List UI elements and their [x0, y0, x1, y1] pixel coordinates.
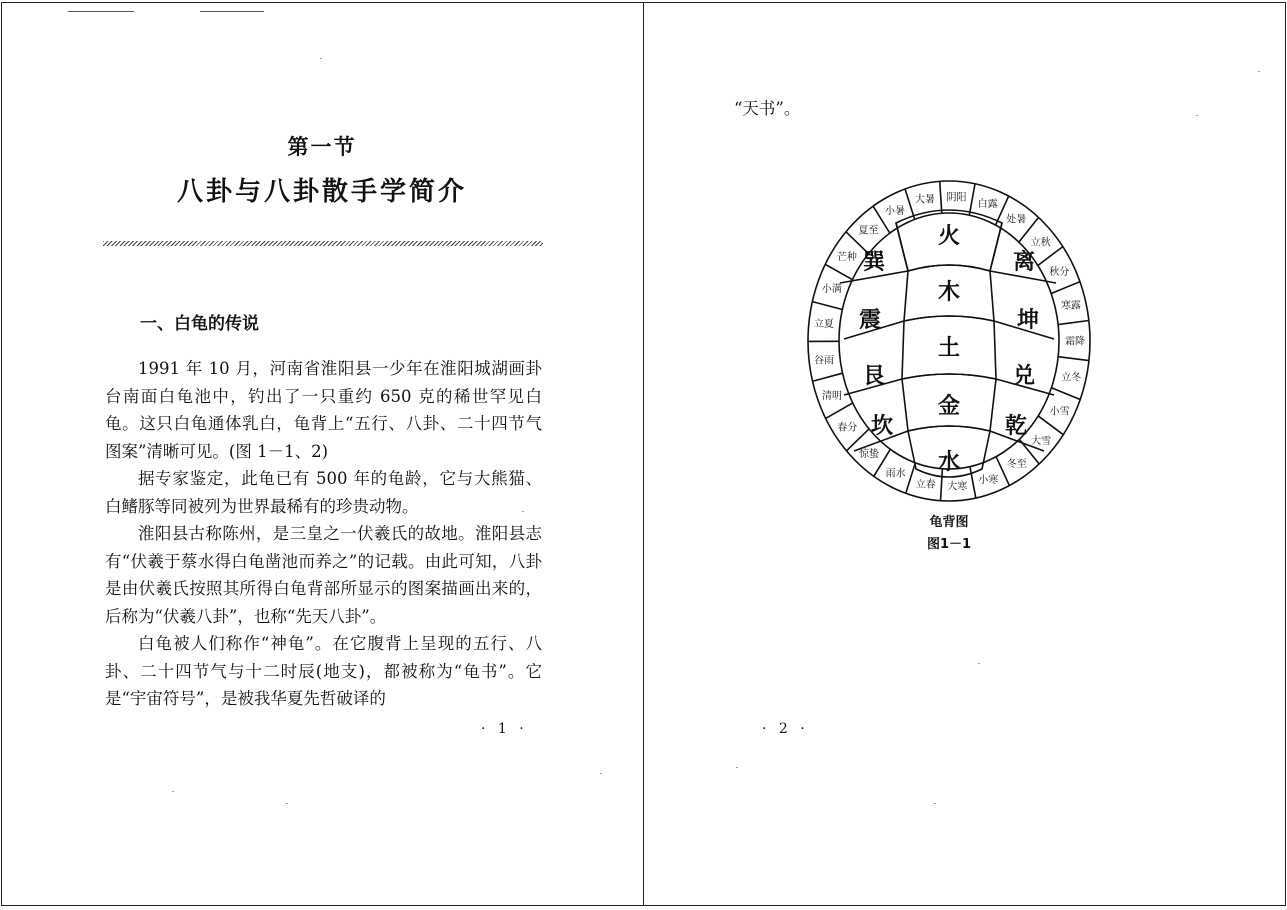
header-rule	[200, 11, 264, 12]
page-number: · 1 ·	[481, 721, 528, 737]
rim-cell-divider	[1038, 416, 1063, 435]
solar-term-label: 大雪	[1031, 435, 1052, 447]
solar-term-label: 寒露	[1060, 300, 1081, 312]
scan-speck	[1258, 71, 1260, 72]
chapter-title: 八卦与八卦散手学简介	[176, 177, 467, 207]
solar-term-label: 大暑	[915, 194, 936, 206]
scan-speck	[320, 58, 322, 59]
scan-speck	[172, 791, 174, 792]
solar-term-label: 秋分	[1049, 266, 1070, 278]
solar-term-label: 处暑	[1006, 214, 1027, 226]
solar-term-label: 小满	[821, 284, 842, 296]
solar-term-label: 大寒	[947, 481, 968, 493]
scan-speck	[978, 663, 980, 664]
trigram-label: 巽	[862, 250, 886, 275]
trigram-label: 离	[1012, 250, 1036, 275]
rim-cell-divider	[1058, 320, 1089, 324]
solar-term-label: 立冬	[1061, 372, 1082, 384]
body-text	[105, 355, 542, 713]
trigram-label: 震	[858, 308, 882, 333]
rim-cell-divider	[969, 184, 975, 215]
solar-term-label: 芒种	[836, 252, 857, 264]
paragraph: 白龟被人们称作“神龟”。在它腹背上呈现的五行、八卦、二十四节气与十二时辰(地支)，都被称为“龟书”。它是“宇宙符号”，是被我华夏先哲破译的	[105, 634, 542, 708]
scan-speck	[522, 511, 524, 512]
header-rule	[68, 11, 134, 12]
solar-term-label: 立夏	[813, 319, 834, 331]
solar-term-label: 小雪	[1049, 406, 1070, 418]
solar-term-label: 冬至	[1006, 459, 1027, 471]
solar-term-label: 白露	[977, 198, 998, 210]
solar-term-label: 霜降	[1064, 336, 1085, 348]
rim-cell-divider	[825, 264, 852, 279]
scan-speck	[600, 773, 602, 774]
scan-speck	[286, 803, 288, 804]
rim-cell-divider	[940, 181, 942, 213]
rim-cell-divider	[826, 403, 853, 418]
trigram-label: 兑	[1012, 364, 1036, 389]
rim-cell-divider	[812, 302, 842, 310]
scan-speck	[934, 803, 936, 804]
scan-speck	[1196, 115, 1198, 116]
rim-cell-divider	[1051, 388, 1080, 400]
element-label: 金	[937, 394, 961, 419]
element-label: 火	[937, 224, 961, 249]
left-page	[1, 2, 644, 906]
rim-cell-divider	[1038, 247, 1063, 266]
trigram-label: 乾	[1004, 414, 1028, 439]
solar-term-label: 小寒	[978, 474, 999, 486]
rim-cell-divider	[905, 189, 915, 219]
solar-term-label: 雨水	[885, 468, 906, 480]
section-label: 第一节	[287, 135, 357, 159]
subheading: 一、白龟的传说	[140, 314, 259, 334]
paragraph: 据专家鉴定，此龟已有 500 年的龟龄，它与大熊猫、白鳍豚等同被列为世界最稀有的珍贵动物。	[105, 469, 542, 516]
trigram-label: 坎	[870, 414, 894, 439]
rim-cell-divider	[813, 373, 843, 381]
continued-text: “天书”。	[734, 99, 801, 118]
solar-term-label: 清明	[821, 390, 842, 402]
rim-cell-divider	[906, 463, 915, 493]
solar-term-label: 立秋	[1030, 237, 1051, 249]
page-number: · 2 ·	[762, 721, 809, 737]
solar-term-label: 夏至	[858, 225, 879, 237]
trigram-label: 坤	[1016, 308, 1040, 333]
right-page	[643, 2, 1286, 906]
solar-term-label: 惊蛰	[858, 448, 879, 460]
solar-term-label: 谷雨	[814, 355, 835, 367]
paragraph: 1991 年 10 月，河南省淮阳县一少年在淮阳城湖画卦台南面白龟池中，钓出了一只重约 650 克的稀世罕见白龟。这只白龟通体乳白，龟背上“五行、八卦、二十四节气图案”清晰可见。(图 1－1、2)	[105, 359, 542, 461]
solar-term-label: 阴阳	[946, 192, 967, 204]
solar-term-label: 立春	[915, 479, 936, 491]
turtle-back-diagram	[804, 173, 1094, 511]
scan-speck	[736, 767, 738, 768]
solar-term-label: 春分	[837, 422, 858, 434]
solar-term-label: 小暑	[885, 205, 906, 217]
trigram-label: 艮	[862, 364, 886, 389]
element-label: 水	[937, 450, 961, 475]
element-label: 木	[937, 280, 961, 305]
decorative-rule	[103, 241, 543, 246]
paragraph: 淮阳县古称陈州，是三皇之一伏羲氏的故地。淮阳县志有“伏羲于蔡水得白龟凿池而养之”的记载。由此可知，八卦是由伏羲氏按照其所得白龟背部所显示的图案描画出来的，后称为“伏羲八卦”，也称“先天八卦”。	[105, 524, 542, 626]
figure-caption-title: 龟背图	[929, 515, 969, 530]
rim-cell-divider	[1058, 357, 1089, 361]
element-label: 土	[937, 336, 961, 361]
figure-caption-number: 图1－1	[926, 537, 972, 552]
